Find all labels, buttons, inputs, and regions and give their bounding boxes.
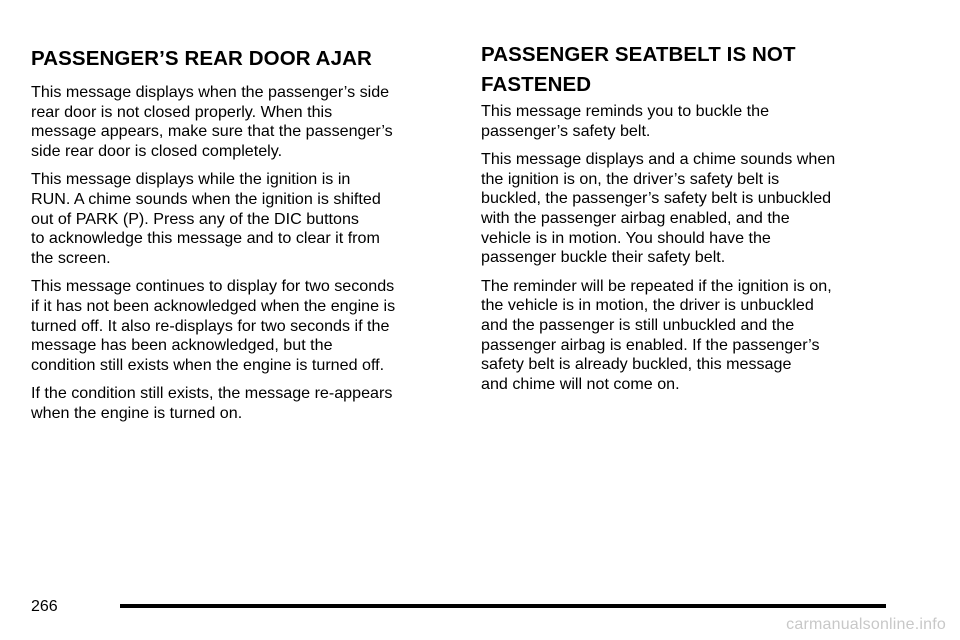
paragraph: If the condition still exists, the message re-appears when the engine is turned on. xyxy=(31,384,393,422)
page-number: 266 xyxy=(31,598,58,615)
section-heading-seatbelt-not-fastened: PASSENGER SEATBELT IS NOT FASTENED xyxy=(481,43,796,96)
paragraph: This message continues to display for two seconds if it has not been acknowledged when the engine is turned off. It also re-displays for two seconds if the message has been acknowledged, but the condition still exists when the engine is turned off. xyxy=(31,277,396,374)
paragraph: This message displays and a chime sounds when the ignition is on, the driver’s safety belt is buckled, the passenger’s safety belt is unbuckled with the passenger airbag enabled, and the vehicle is in motion. You should have the passenger buckle their safety belt. xyxy=(481,150,836,267)
paragraph: The reminder will be repeated if the ignition is on, the vehicle is in motion, the driver is unbuckled and the passenger is still unbuckled and the passenger airbag is enabled. If the passenger’s safety belt is already buckled, this message and chime will not come on. xyxy=(481,276,832,393)
right-column xyxy=(481,40,901,403)
page-footer xyxy=(31,585,891,625)
watermark-text: carmanualsonline.info xyxy=(786,616,946,633)
footer-divider xyxy=(120,604,886,608)
left-column xyxy=(31,40,451,433)
paragraph: This message displays while the ignition is in RUN. A chime sounds when the ignition is shifted out of PARK (P). Press any of the DIC buttons to acknowledge this message and to clear it from the screen. xyxy=(31,170,381,267)
paragraph: This message reminds you to buckle the passenger’s safety belt. xyxy=(481,102,770,140)
section-heading-rear-door-ajar: PASSENGER’S REAR DOOR AJAR xyxy=(31,47,372,70)
paragraph: This message displays when the passenger’s side rear door is not closed properly. When this message appears, make sure that the passenger’s side rear door is closed completely. xyxy=(31,83,393,160)
